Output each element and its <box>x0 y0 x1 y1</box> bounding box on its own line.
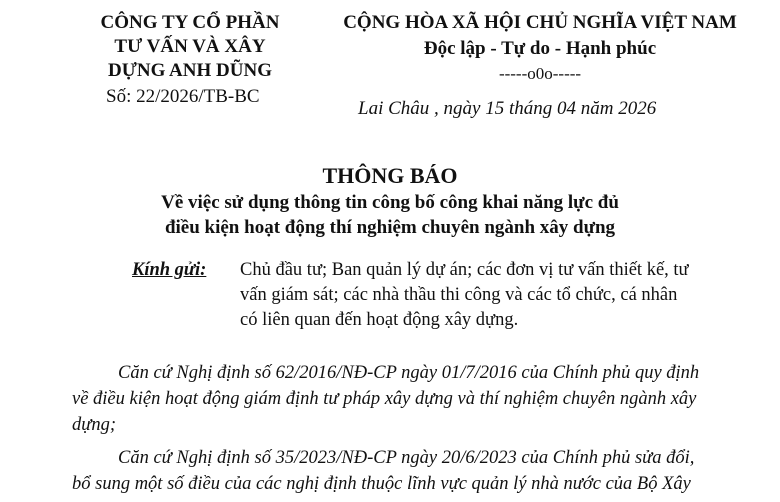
notice-subtitle-line1: Về việc sử dụng thông tin công bố công khai năng lực đủ <box>161 192 619 213</box>
company-name-line1: CÔNG TY CỔ PHẦN <box>100 12 280 33</box>
motto-separator: -----o0o----- <box>498 64 582 83</box>
company-name-line3: DỰNG ANH DŨNG <box>108 60 272 81</box>
paragraph-1-line3: dựng; <box>72 415 117 435</box>
notice-subtitle-line2: điều kiện hoạt động thí nghiệm chuyên ngành xây dựng <box>164 217 616 238</box>
company-name-line2: TƯ VẤN VÀ XÂY <box>114 36 266 57</box>
paragraph-2-line2: bổ sung một số điều của các nghị định thuộc lĩnh vực quản lý nhà nước của Bộ Xây <box>72 474 691 494</box>
date-place: Lai Châu , ngày 15 tháng 04 năm 2026 <box>358 98 657 119</box>
paragraph-2-line1: Căn cứ Nghị định số 35/2023/NĐ-CP ngày 20/6/2023 của Chính phủ sửa đổi, <box>118 448 695 468</box>
recipients-line1: Chủ đầu tư; Ban quản lý dự án; các đơn vị tư vấn thiết kế, tư <box>240 260 689 280</box>
paragraph-1-line1: Căn cứ Nghị định số 62/2016/NĐ-CP ngày 01/7/2016 của Chính phủ quy định <box>118 363 700 383</box>
recipients-line2: vấn giám sát; các nhà thầu thi công và các tổ chức, cá nhân <box>240 285 678 305</box>
notice-title: THÔNG BÁO <box>322 163 458 188</box>
paragraph-1-line2: về điều kiện hoạt động giám định tư pháp xây dựng và thí nghiệm chuyên ngành xây <box>72 389 697 409</box>
nation-motto: Độc lập - Tự do - Hạnh phúc <box>423 38 657 59</box>
nation-title: CỘNG HÒA XÃ HỘI CHỦ NGHĨA VIỆT NAM <box>343 12 737 33</box>
document-number: Số: 22/2026/TB-BC <box>106 86 260 107</box>
recipients-line3: có liên quan đến hoạt động xây dựng. <box>240 310 519 330</box>
recipients-label: Kính gửi: <box>132 260 207 280</box>
